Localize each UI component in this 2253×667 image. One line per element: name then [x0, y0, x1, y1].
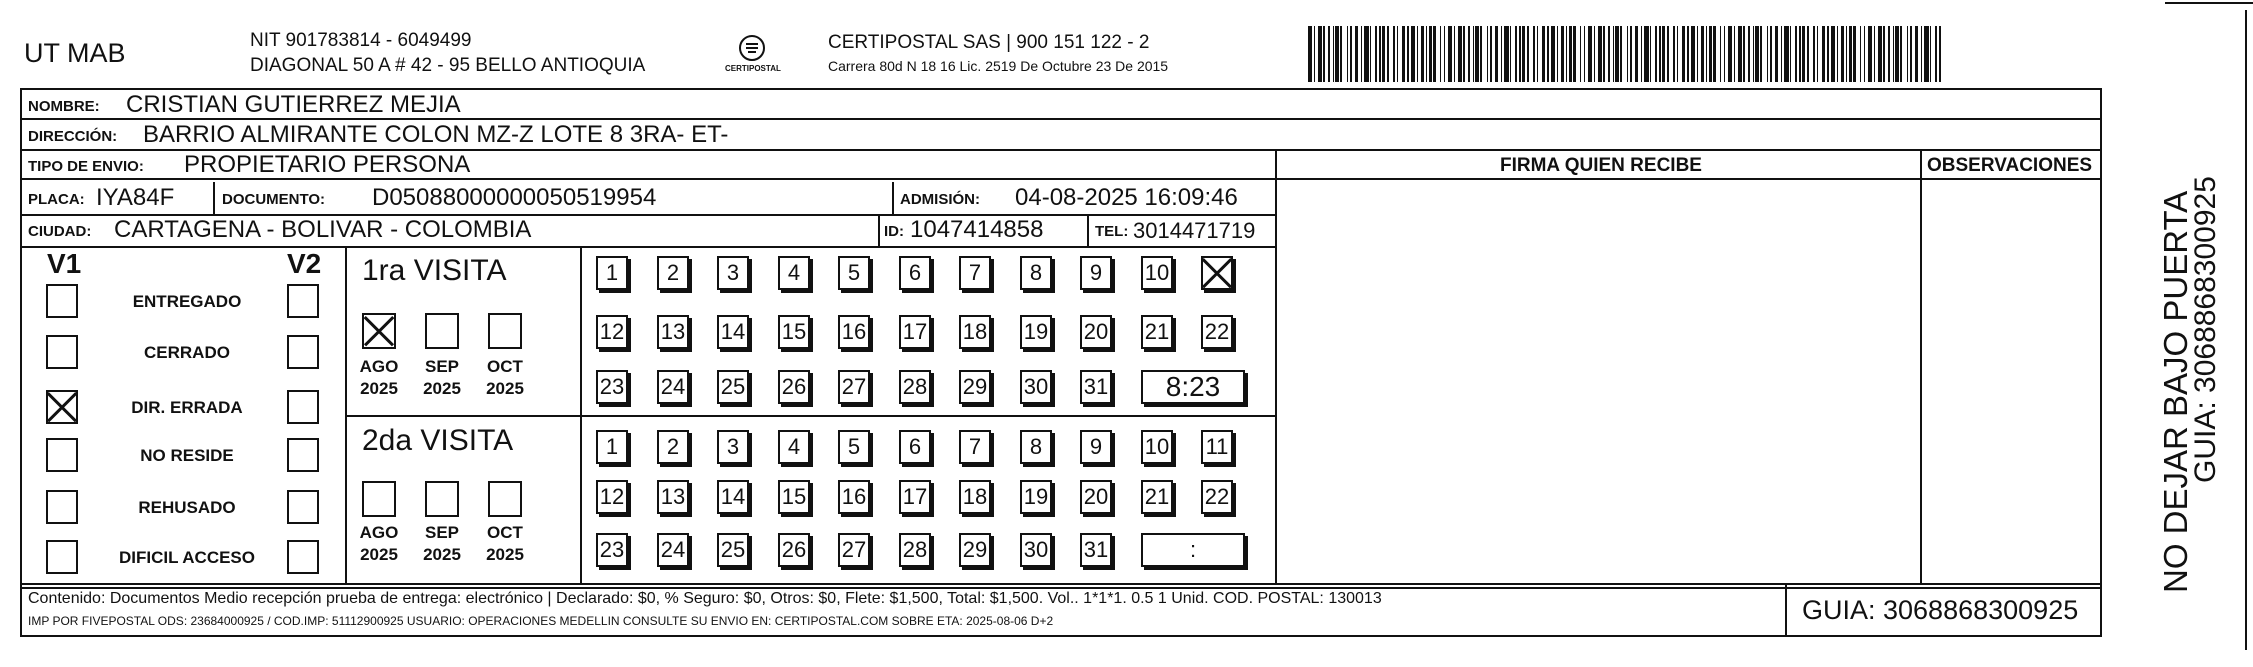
month-year: 2025 [423, 545, 461, 564]
sender-address: DIAGONAL 50 A # 42 - 95 BELLO ANTIOQUIA [250, 55, 646, 76]
month-year: 2025 [360, 545, 398, 564]
visit1-title: 1ra VISITA [362, 254, 507, 287]
no-dejar-warning: NO DEJAR BAJO PUERTA [2157, 190, 2194, 593]
day-box[interactable]: 18 [959, 480, 991, 514]
month-label: AGO [359, 523, 399, 542]
day-box[interactable]: 31 [1080, 370, 1112, 404]
footer-guide: GUIA: 3068868300925 [1802, 595, 2079, 625]
status-v1-checkbox[interactable] [46, 284, 78, 318]
admission-label: ADMISIÓN: [900, 191, 980, 208]
day-box[interactable]: 23 [596, 370, 628, 404]
company-name: UT MAB [24, 38, 126, 68]
day-box[interactable]: 15 [778, 315, 810, 349]
day-box[interactable]: 26 [778, 370, 810, 404]
day-box[interactable] [1201, 256, 1233, 290]
day-box[interactable]: 7 [959, 430, 991, 464]
status-v2-checkbox[interactable] [287, 490, 319, 524]
day-box[interactable]: 9 [1080, 256, 1112, 290]
day-box[interactable]: 3 [717, 256, 749, 290]
status-v1-checkbox[interactable] [46, 490, 78, 524]
status-v2-checkbox[interactable] [287, 335, 319, 369]
month-checkbox[interactable] [362, 481, 396, 517]
v2-header: V2 [287, 248, 322, 279]
day-box[interactable]: 30 [1020, 533, 1052, 567]
month-label: SEP [424, 523, 460, 542]
month-checkbox[interactable] [488, 481, 522, 517]
month-checkbox[interactable] [488, 313, 522, 349]
month-year: 2025 [486, 545, 524, 564]
status-v1-checkbox[interactable] [46, 335, 78, 369]
day-box[interactable]: 24 [657, 533, 689, 567]
time-box[interactable]: 8:23 [1141, 370, 1245, 404]
city: CARTAGENA - BOLIVAR - COLOMBIA [114, 216, 532, 243]
logo-text: CERTIPOSTAL [725, 64, 781, 73]
phone: 3014471719 [1133, 218, 1256, 243]
day-box[interactable]: 28 [899, 370, 931, 404]
day-box[interactable]: 11 [1201, 430, 1233, 464]
day-box[interactable]: 4 [778, 430, 810, 464]
status-v2-checkbox[interactable] [287, 284, 319, 318]
day-box[interactable]: 10 [1141, 430, 1173, 464]
month-label: SEP [424, 357, 460, 376]
day-box[interactable]: 30 [1020, 370, 1052, 404]
nit: NIT 901783814 - 6049499 [250, 30, 472, 51]
month-checkbox[interactable] [425, 313, 459, 349]
status-v1-checkbox[interactable] [46, 390, 78, 424]
status-label: DIR. ERRADA [131, 398, 243, 417]
address-label: DIRECCIÓN: [28, 128, 118, 145]
day-box[interactable]: 6 [899, 430, 931, 464]
month-checkbox[interactable] [425, 481, 459, 517]
day-box[interactable]: 21 [1141, 480, 1173, 514]
month-label: OCT [487, 357, 523, 376]
day-box[interactable]: 12 [596, 315, 628, 349]
month-year: 2025 [360, 379, 398, 398]
month-label: AGO [359, 357, 399, 376]
v1-header: V1 [47, 248, 82, 279]
day-box[interactable]: 8 [1020, 430, 1052, 464]
plate-label: PLACA: [28, 191, 85, 208]
month-year: 2025 [423, 379, 461, 398]
day-box[interactable]: 13 [657, 480, 689, 514]
imp-line: IMP POR FIVEPOSTAL ODS: 23684000925 / COD.IMP: 51112900925 USUARIO: OPERACIONES MEDELLIN CONSULTE SU ENVIO EN: CERTIPOSTAL.COM SOBRE ETA: 2025-08-06 D+2 [28, 614, 1054, 628]
status-v2-checkbox[interactable] [287, 438, 319, 472]
side-guide: GUIA: 3068868300925 [2189, 176, 2222, 483]
status-v2-checkbox[interactable] [287, 540, 319, 574]
day-box[interactable]: 5 [838, 256, 870, 290]
contents-line: Contenido: Documentos Medio recepción prueba de entrega: electrónico | Declarado: $0, % Seguro: $0, Otros: $0, Flete: $1,500, Total: $1,500. Vol.. 1*1*1. 0.5 1 Unid. COD. POSTAL: 130013 [28, 590, 1382, 607]
day-box[interactable]: 1 [596, 430, 628, 464]
plate: IYA84F [96, 184, 175, 211]
day-box[interactable]: 24 [657, 370, 689, 404]
status-v1-checkbox[interactable] [46, 438, 78, 472]
status-label: DIFICIL ACCESO [118, 548, 255, 567]
day-box[interactable]: 2 [657, 256, 689, 290]
day-box[interactable]: 4 [778, 256, 810, 290]
day-box[interactable]: 15 [778, 480, 810, 514]
shipping-type-label: TIPO DE ENVIO: [28, 158, 144, 175]
day-box[interactable]: 31 [1080, 533, 1112, 567]
day-box[interactable]: 12 [596, 480, 628, 514]
document-label: DOCUMENTO: [222, 191, 326, 208]
day-box[interactable]: 25 [717, 370, 749, 404]
day-box[interactable]: 18 [959, 315, 991, 349]
day-box[interactable]: 2 [657, 430, 689, 464]
observations-header: OBSERVACIONES [1927, 155, 2093, 176]
day-box[interactable]: 16 [838, 480, 870, 514]
city-label: CIUDAD: [28, 223, 92, 240]
status-label: NO RESIDE [140, 446, 234, 465]
day-box[interactable]: 25 [717, 533, 749, 567]
day-box[interactable]: 1 [596, 256, 628, 290]
recipient-name: CRISTIAN GUTIERREZ MEJIA [126, 91, 461, 118]
document-number: D05088000000050519954 [372, 184, 657, 211]
day-box[interactable]: 22 [1201, 315, 1233, 349]
signature-header: FIRMA QUIEN RECIBE [1500, 155, 1702, 176]
day-box[interactable]: 20 [1080, 315, 1112, 349]
admission-date: 04-08-2025 16:09:46 [1015, 184, 1238, 211]
observations-area[interactable] [1922, 180, 2100, 582]
day-box[interactable]: 3 [717, 430, 749, 464]
signature-area[interactable] [1277, 180, 1918, 582]
day-box[interactable]: 7 [959, 256, 991, 290]
month-label: OCT [487, 523, 523, 542]
day-box[interactable]: 17 [899, 315, 931, 349]
id-label: ID: [884, 223, 904, 240]
recipient-id: 1047414858 [910, 216, 1044, 243]
day-box[interactable]: 5 [838, 430, 870, 464]
day-box[interactable]: 16 [838, 315, 870, 349]
status-v1-checkbox[interactable] [46, 540, 78, 574]
status-label: CERRADO [144, 343, 230, 362]
barcode [1308, 26, 1948, 82]
month-checkbox[interactable] [362, 313, 396, 349]
day-box[interactable]: 21 [1141, 315, 1173, 349]
phone-label: TEL: [1095, 223, 1129, 240]
day-box[interactable]: 8 [1020, 256, 1052, 290]
day-box[interactable]: 6 [899, 256, 931, 290]
side-panel [2112, 88, 2222, 593]
certipostal-logo [722, 32, 782, 78]
day-box[interactable]: 17 [899, 480, 931, 514]
day-box[interactable]: 28 [899, 533, 931, 567]
time-box[interactable]: : [1141, 533, 1245, 567]
status-v2-checkbox[interactable] [287, 390, 319, 424]
day-box[interactable]: 19 [1020, 480, 1052, 514]
day-box[interactable]: 29 [959, 533, 991, 567]
day-box[interactable]: 19 [1020, 315, 1052, 349]
day-box[interactable]: 13 [657, 315, 689, 349]
status-label: ENTREGADO [132, 292, 242, 311]
status-label: REHUSADO [138, 498, 236, 517]
day-box[interactable]: 14 [717, 315, 749, 349]
shipping-type: PROPIETARIO PERSONA [184, 151, 471, 178]
day-box[interactable]: 23 [596, 533, 628, 567]
visit2-title: 2da VISITA [362, 424, 514, 457]
recipient-address: BARRIO ALMIRANTE COLON MZ-Z LOTE 8 3RA- ET- [143, 121, 729, 148]
day-box[interactable]: 22 [1201, 480, 1233, 514]
day-box[interactable]: 10 [1141, 256, 1173, 290]
day-box[interactable]: 9 [1080, 430, 1112, 464]
certipostal-info: CERTIPOSTAL SAS | 900 151 122 - 2 [828, 32, 1150, 53]
day-box[interactable]: 27 [838, 370, 870, 404]
day-box[interactable]: 29 [959, 370, 991, 404]
day-box[interactable]: 14 [717, 480, 749, 514]
month-year: 2025 [486, 379, 524, 398]
day-box[interactable]: 27 [838, 533, 870, 567]
name-label: NOMBRE: [28, 98, 100, 115]
day-box[interactable]: 20 [1080, 480, 1112, 514]
day-box[interactable]: 26 [778, 533, 810, 567]
license-info: Carrera 80d N 18 16 Lic. 2519 De Octubre 23 De 2015 [828, 58, 1169, 74]
